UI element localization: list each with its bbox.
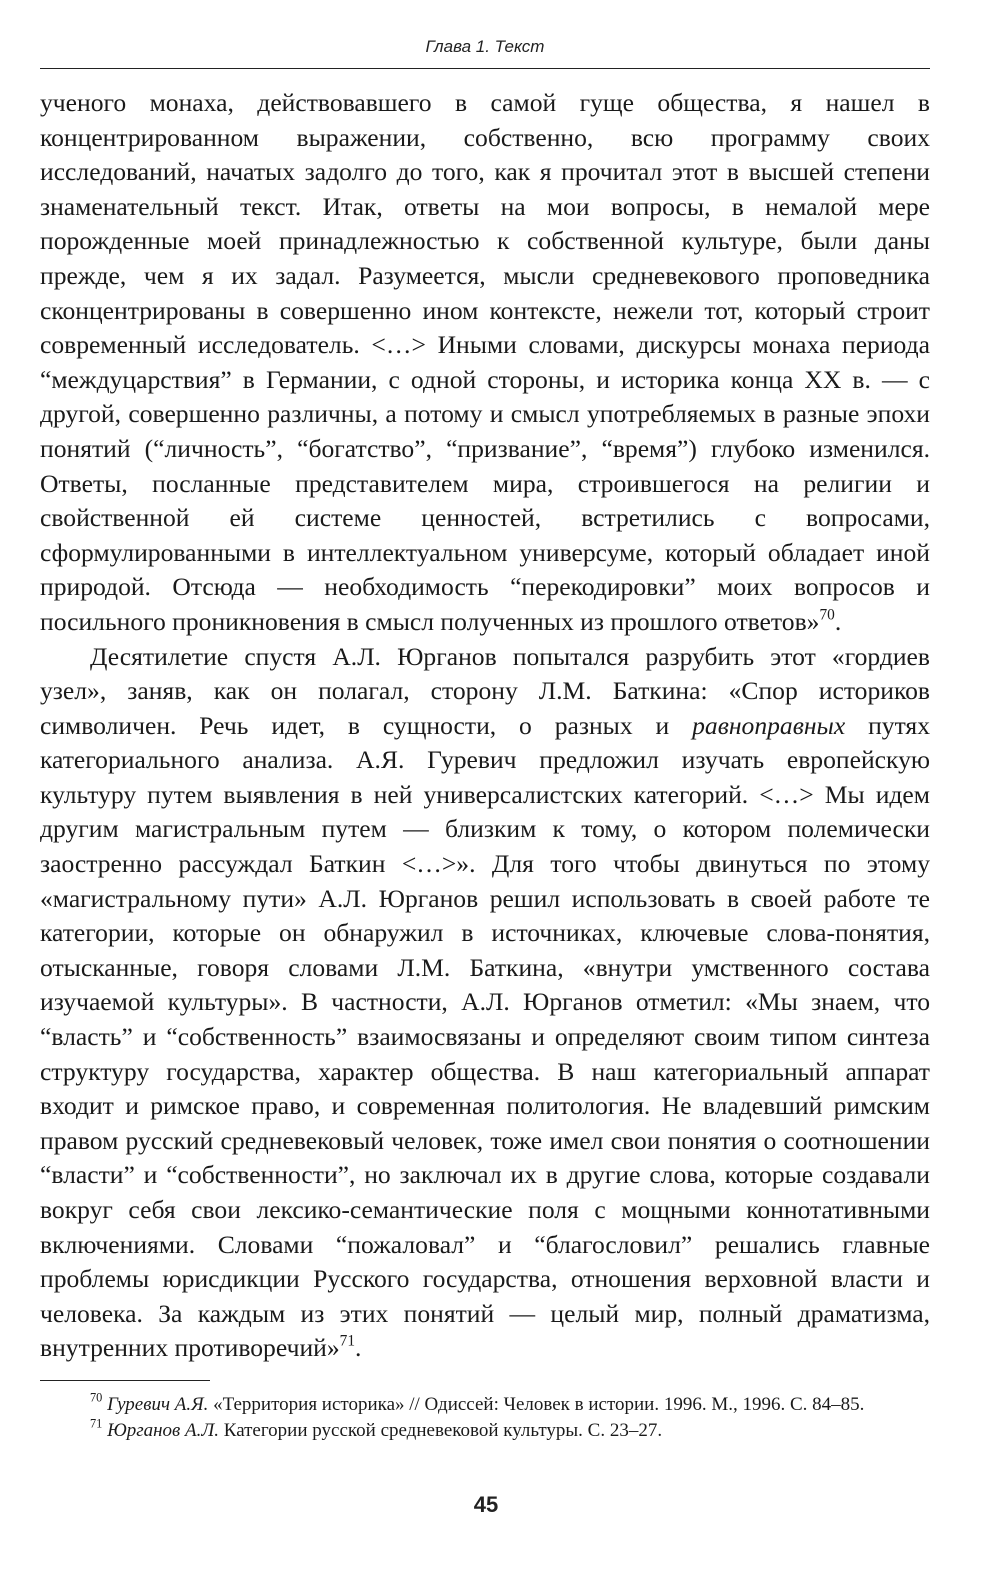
footnote-70 [40,1392,930,1418]
paragraph-2: Десятилетие спустя А.Л. Юрганов попытался разрубить этот «гордиев узел», заняв, как он полагал, сторону Л.М. Баткина: «Спор историков символичен. Речь идет, в сущности, о разных и равноправных путях категориального анализа. А.Я. Гуревич предложил изучать европейскую культуру путем выявления в ней универсалистских категорий. <…> Мы идем другим магистральным путем — близким к тому, о котором полемически заостренно рассуждал Баткин <…>». Для того чтобы двинуться по этому «магистральному пути» А.Л. Юрганов решил использовать в своей работе те категории, которые он обнаружил в источниках, ключевые слова-понятия, отысканные, говоря словами Л.М. Баткина, «внутри умственного состава изучаемой культуры». В частности, А.Л. Юрганов отметил: «Мы знаем, что “власть” и “собственность” взаимосвязаны и определяют своим типом синтеза структуру государства, характер общества. В наш категориальный аппарат входит и римское право, и современная политология. Не владевший римским правом русский средневековый человек, тоже имел свои понятия о соотношении “власти” и “собственности”, но заключал их в другие слова, которые создавали вокруг себя свои лексико-семантические поля с мощными коннотативными включениями. Словами “пожаловал” и “благословил” решались главные проблемы юрисдикции Русского государства, отношения верховной власти и человека. За каждым из этих понятий — целый мир, полный драматизма, внутренних противоречий»$^{71}$. [40,641,930,1363]
body-text [40,86,930,1366]
paragraph-2-emphasis: равноправных [692,710,846,740]
footnote-70-number: 70 [90,1390,103,1405]
paragraph-1-text: ученого монаха, действовавшего в самой гуще общества, я нашел в концентрированном выражении, собственно, всю программу своих исследований, начатых задолго до того, как я прочитал этот в высшей степени знаменательный текст. Итак, ответы на мои вопросы, в немалой мере порожденные моей принадлежностью к собственной культуре, были даны прежде, чем я их задал. Разумеется, мысли средневекового проповедника сконцентрированы в совершенно ином контексте, нежели тот, который строит современный исследователь. <…> Иными словами, дискурсы монаха периода “междуцарствия” в Германии, с одной стороны, и историка конца XX в. — с другой, совершенно различны, а потому и смысл употребляемых в разные эпохи понятий (“личность”, “богатство”, “призвание”, “время”) глубоко изменился. Ответы, посланные представителем мира, строившегося на религии и свойственной ей системе ценностей, встретились с вопросами, сформулированными в интеллектуальном универсуме, который обладает иной природой. Отсюда — необходимость “перекодировки” моих вопросов и посильного проникновения в смысл полученных из прошлого ответов» [40,88,930,636]
footnote-71-author: Юрганов А.Л. [107,1420,220,1441]
footnote-71 [40,1418,930,1444]
footnote-71-number: 71 [90,1416,103,1431]
page-number: 45 [473,1492,499,1517]
paragraph-1: ученого монаха, действовавшего в самой гуще общества, я нашел в концентрированном выражении, собственно, всю программу своих исследований, начатых задолго до того, как я прочитал этот в высшей степени знаменательный текст. Итак, ответы на мои вопросы, в немалой мере порожденные моей принадлежностью к собственной культуре, были даны прежде, чем я их задал. Разумеется, мысли средневекового проповедника сконцентрированы в совершенно ином контексте, нежели тот, который строит современный исследователь. <…> Иными словами, дискурсы монаха периода “междуцарствия” в Германии, с одной стороны, и историка конца XX в. — с другой, совершенно различны, а потому и смысл употребляемых в разные эпохи понятий (“личность”, “богатство”, “призвание”, “время”) глубоко изменился. Ответы, посланные представителем мира, строившегося на религии и свойственной ей системе ценностей, встретились с вопросами, сформулированными в интеллектуальном универсуме, который обладает иной природой. Отсюда — необходимость “перекодировки” моих вопросов и посильного проникновения в смысл полученных из прошлого ответов»$^{70}$. [40,88,930,636]
footnote-71-text: Категории русской средневековой культуры. С. 23–27. [219,1420,663,1441]
running-title: Глава 1. Текст [425,37,545,56]
footnote-divider [40,1380,210,1381]
footnotes [40,1392,930,1444]
paragraph-2-text-start: Десятилетие спустя А.Л. Юрганов попытался разрубить этот «гордиев узел», заняв, как он полагал, сторону Л.М. Баткина: «Спор историков символичен. Речь идет, в сущности, о разных и [40,641,930,740]
paragraph-2-text-end: путях категориального анализа. А.Я. Гуревич предложил изучать европейскую культуру путем выявления в ней универсалистских категорий. <…> Мы идем другим магистральным путем — близким к тому, о котором полемически заостренно рассуждал Баткин <…>». Для того чтобы двинуться по этому «магистральному пути» А.Л. Юрганов решил использовать в своей работе те категории, которые он обнаружил в источниках, ключевые слова-понятия, отысканные, говоря словами Л.М. Баткина, «внутри умственного состава изучаемой культуры». В частности, А.Л. Юрганов отметил: «Мы знаем, что “власть” и “собственность” взаимосвязаны и определяют своим типом синтеза структуру государства, характер общества. В наш категориальный аппарат входит и римское право, и современная политология. Не владевший римским правом русский средневековый человек, тоже имел свои понятия о соотношении “власти” и “собственности”, но заключал их в другие слова, которые создавали вокруг себя свои лексико-семантические поля с мощными коннотативными включениями. Словами “пожаловал” и “благословил” решались главные проблемы юрисдикции Русского государства, отношения верховной власти и человека. За каждым из этих понятий — целый мир, полный драматизма, внутренних противоречий» [40,710,930,1363]
footnote-70-author: Гуревич А.Я. [107,1394,209,1415]
note-ref-71[interactable]: 71 [339,1332,355,1350]
footnote-70-text: «Территория историка» // Одиссей: Человек в истории. 1996. М., 1996. С. 84–85. [208,1394,865,1415]
note-ref-70[interactable]: 70 [819,606,835,624]
running-header [40,36,930,69]
